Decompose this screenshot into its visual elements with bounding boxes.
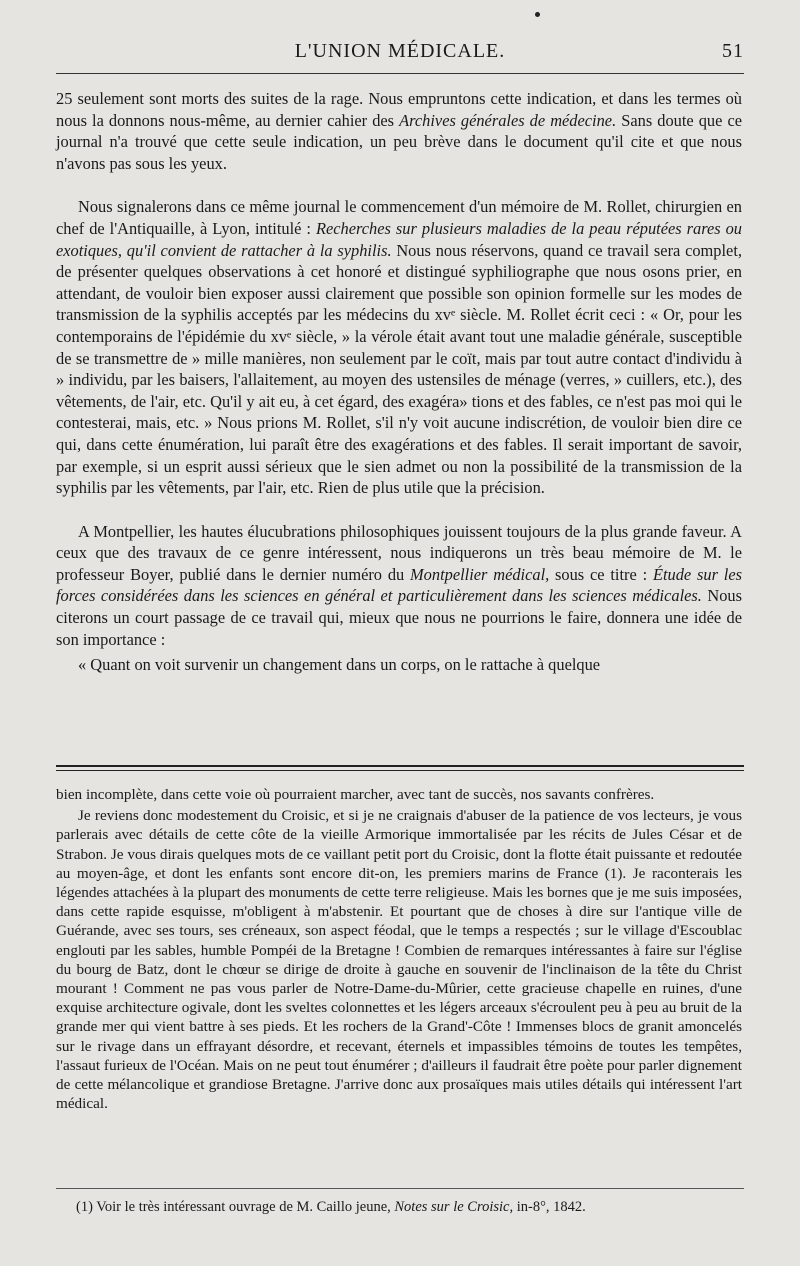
section-separator bbox=[56, 765, 744, 771]
paragraph-rollet: Nous signalerons dans ce même journal le commencement d'un mémoire de M. Rollet, chirurgien en chef de l'Antiquaille, à Lyon, intitulé : Recherches sur plusieurs maladies de la peau réputées rares ou exotiques, qu'il convient de rattacher à la syphilis. Nous nous réservons, quand ce travail sera complet, de présenter quelques observations à cet honoré et distingué syphiliographe que nous osons prier, en attendant, de vouloir bien exposer aussi clairement que possible son opinion formelle sur les modes de transmission de la syphilis acceptés par les médecins du xvᵉ siècle. M. Rollet écrit ceci : « Or, pour les contemporains de l'épidémie du xvᵉ siècle, » la vérole était avant tout une maladie générale, susceptible de se transmettre de » mille manières, non seulement par le coït, mais par tout autre contact d'individu à » individu, par les baisers, l'allaitement, au moyen des ustensiles de ménage (verres, » cuillers, etc.), des vêtements, de l'air, etc. Qu'il y ait eu, à cet égard, des exagéra» tions et des fables, ce n'est pas moi qui le contesterai, mais, etc. » Nous prions M. Rollet, s'il n'y voit aucune indiscrétion, de vouloir bien dire ce qui, dans cette énumération, lui paraît être des exagérations et des fables. Il serait important de savoir, par exemple, si un esprit aussi sérieux que le sien admet ou non la possibilité de la transmission de la syphilis par les vêtements, par l'air, etc. Rien de plus utile que la précision. bbox=[56, 197, 742, 498]
running-head bbox=[56, 40, 744, 70]
page-number: 51 bbox=[722, 40, 744, 62]
header-rule bbox=[56, 73, 744, 74]
paragraph-montpellier: A Montpellier, les hautes élucubrations philosophiques jouissent toujours de la plus grande faveur. A ceux que des travaux de ce genre intéressent, nous indiquerons un très beau mémoire de M. le professeur Boyer, publié dans le dernier numéro du Montpellier médical, sous ce titre : Étude sur les forces considérées dans les sciences en général et particulièrement dans les sciences médicales. Nous citerons un court passage de ce travail qui, mieux que nous ne pourrions le faire, donnera une idée de son importance : bbox=[56, 521, 742, 649]
paragraph-confreres: bien incomplète, dans cette voie où pourraient marcher, avec tant de succès, nos savants confrères. bbox=[56, 786, 655, 803]
footnote-rule bbox=[56, 1188, 744, 1189]
paragraph-rage: 25 seulement sont morts des suites de la rage. Nous empruntons cette indication, et dans les termes où nous la donnons nous-même, au dernier cahier des Archives générales de médecine. Sans doute que ce journal n'a trouvé que cette seule indication, un peu brève dans le document qu'il cite et que nous n'avons pas sous les yeux. bbox=[56, 89, 742, 173]
paragraph-quote: « Quant on voit survenir un changement dans un corps, on le rattache à quelque bbox=[78, 655, 601, 675]
upper-column bbox=[56, 88, 742, 676]
ink-dot bbox=[535, 12, 540, 17]
lower-column bbox=[56, 785, 742, 1113]
paragraph-croisic: Je reviens donc modestement du Croisic, et si je ne craignais d'abuser de la patience de vos lecteurs, je vous parlerais avec détails de cette côte de la vieille Armorique immortalisée par les récits de Jules César et de Strabon. Je vous dirais quelques mots de ce vaillant petit port du Croisic, dont la flotte était puissante et redoutée au moyen-âge, et dont les enfants sont encore dit-on, les premiers marins de France (1). Je raconterais les légendes attachées à la plupart des monuments de cette terre religieuse. Mais les bornes que je me suis imposées, dans cette rapide esquisse, m'obligent à m'abstenir. Et pourtant que de choses à dire sur l'antique ville de Guérande, avec ses tours, ses créneaux, son aspect féodal, que le temps a respectés ; sur le village d'Escoublac englouti par les sables, humble Pompéi de la Bretagne ! Combien de remarques intéressantes à faire sur l'église du bourg de Batz, dont le chœur se dirige de droite à gauche en souvenir de l'inclinaison de la tête du Christ mourant ! Comment ne pas vous parler de Notre-Dame-du-Mûrier, cette gracieuse chapelle en ruines, d'une exquise architecture ogivale, dont les sveltes colonnettes et les légers arceaux s'écroulent peu à peu au bruit de la grande mer qui vient battre à ses pieds. Et les rochers de la Grand'-Côte ! Immenses blocs de granit amoncelés sur le rivage dans un effrayant désordre, et recevant, éternels et impassibles témoins de toutes les tempêtes, l'assaut furieux de l'Océan. Mais on ne peut tout énumérer ; d'ailleurs il faudrait être poète pour parler dignement de cette mélancolique et grandiose Bretagne. J'arrive donc aux prosaïques mais utiles détails qui intéressent l'art médical. bbox=[56, 807, 742, 1113]
footnote: (1) Voir le très intéressant ouvrage de M. Caillo jeune, Notes sur le Croisic, in-8°, 1842. bbox=[76, 1199, 586, 1215]
journal-title: L'UNION MÉDICALE. bbox=[294, 40, 506, 62]
